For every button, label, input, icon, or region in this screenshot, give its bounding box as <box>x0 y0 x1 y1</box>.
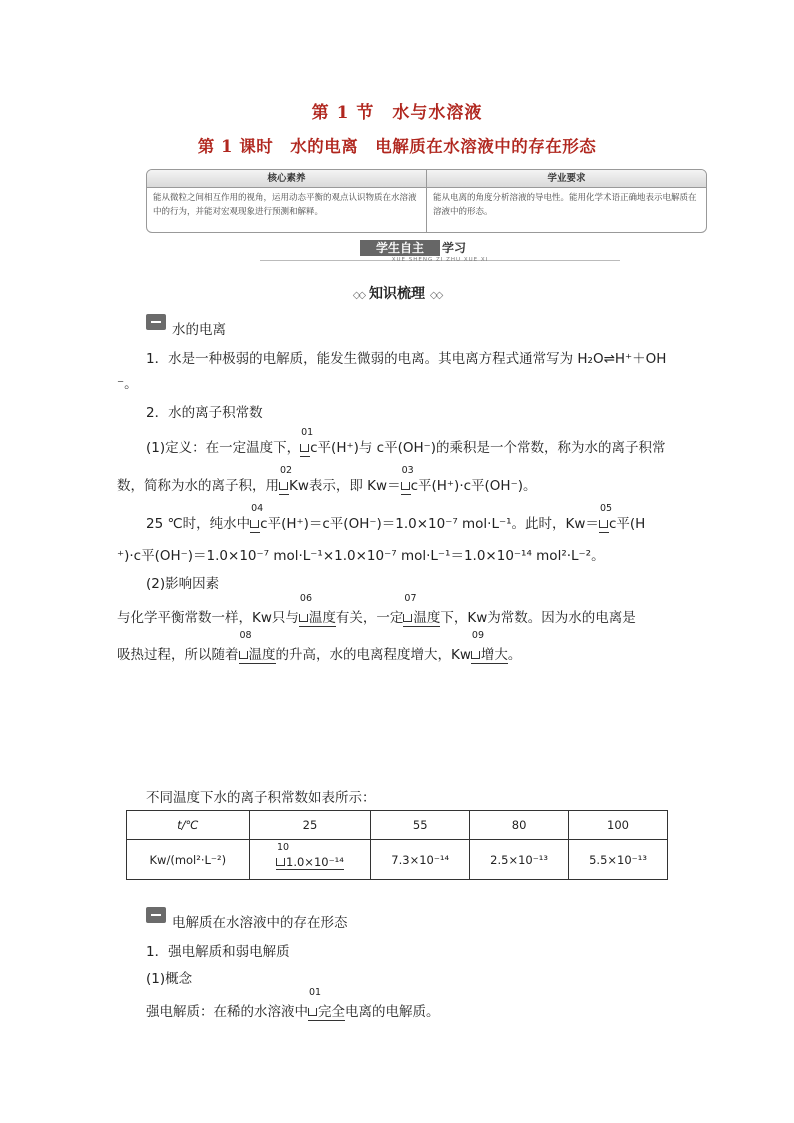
learning-goals-box <box>146 169 707 233</box>
answer-text: 温度 <box>308 610 336 626</box>
definition-line2 <box>117 465 537 495</box>
academic-requirement-header: 学业要求 <box>427 170 706 188</box>
blank-number: 04 <box>251 503 264 514</box>
blank-number: 02 <box>280 465 293 476</box>
part2-heading: 电解质在水溶液中的存在形态 <box>172 915 348 931</box>
banner-label: 学习 <box>442 241 467 255</box>
table-cell-answer <box>249 840 371 880</box>
answer-blank-01b <box>308 987 345 1021</box>
text-run: (1)定义：在一定温度下， <box>146 440 301 456</box>
table-header-cell: 100 <box>569 811 668 840</box>
answer-blank-01 <box>300 427 314 457</box>
answer-text: 完全 <box>318 1004 345 1020</box>
definition-line1 <box>146 427 666 457</box>
table-header-cell: 80 <box>470 811 569 840</box>
heading-marker-icon <box>146 314 166 330</box>
table-cell: 7.3×10⁻¹⁴ <box>371 840 470 880</box>
blank-number: 09 <box>471 630 484 641</box>
text-run: 25 ℃时，纯水中 <box>146 516 251 532</box>
answer-blank-03 <box>401 465 414 495</box>
core-literacy-header: 核心素养 <box>147 170 426 188</box>
part2-para-2: (1)概念 <box>146 971 193 987</box>
text-run: 的升高，水的电离程度增大，Kw <box>275 647 471 663</box>
text-run: c平(H <box>608 516 646 532</box>
lesson-title: 第 1 课时 水的电离 电解质在水溶液中的存在形态 <box>197 137 597 156</box>
section-title: 第 1 节 水与水溶液 <box>311 103 483 123</box>
core-literacy-text: 能从微粒之间相互作用的视角，运用动态平衡的观点认识物质在水溶液中的行为，并能对宏观现象进行预测和解释。 <box>153 193 417 217</box>
table-header-cell: 25 <box>249 811 371 840</box>
blank-number: 08 <box>239 630 252 641</box>
pure-water-line1 <box>146 503 646 533</box>
text-run: 吸热过程，所以随着 <box>117 647 239 663</box>
answer-blank-07 <box>403 593 441 627</box>
answer-text: 1.0×10⁻¹⁴ <box>286 855 344 869</box>
pure-water-line2: ⁺)·c平(OH⁻)＝1.0×10⁻⁷ mol·L⁻¹×1.0×10⁻⁷ mol·L⁻¹＝1.0×10⁻¹⁴ mol²·L⁻²。 <box>117 548 605 564</box>
part1-heading: 水的电离 <box>172 322 226 338</box>
text-run: 下，Kw为常数。因为水的电离是 <box>440 610 636 626</box>
text-run: 。 <box>507 647 522 663</box>
academic-requirement-text: 能从电离的角度分析溶液的导电性。能用化学术语正确地表示电解质在溶液中的形态。 <box>433 193 697 217</box>
blank-number: 05 <box>599 503 613 514</box>
para-1-cont: ⁻。 <box>117 376 138 392</box>
para-1: 1．水是一种极弱的电解质，能发生微弱的电离。其电离方程式通常写为 H₂O⇌H⁺＋OH <box>146 351 667 367</box>
table-cell: Kw/(mol²·L⁻²) <box>127 840 250 880</box>
blank-number: 03 <box>401 465 414 476</box>
text-run: Kw表示，即 Kw＝ <box>289 478 401 494</box>
part2-para-1: 1．强电解质和弱电解质 <box>146 944 290 960</box>
text-run: 数，简称为水的离子积，用 <box>117 478 279 494</box>
table-intro: 不同温度下水的离子积常数如表所示： <box>146 790 376 806</box>
blank-number: 10 <box>277 842 290 853</box>
answer-blank-08 <box>239 630 276 664</box>
self-study-banner <box>260 238 620 264</box>
banner-pinyin: XUE SHENG ZI ZHU XUE XI <box>391 257 489 263</box>
answer-blank-04 <box>250 503 264 533</box>
banner-box-label: 学生自主 <box>360 240 440 256</box>
text-run: 强电解质：在稀的水溶液中 <box>146 1004 308 1020</box>
left-ornament-icon: ◇◇ <box>352 290 365 301</box>
text-run: c平(H⁺)＝c平(OH⁻)＝1.0×10⁻⁷ mol·L⁻¹。此时，Kw＝ <box>260 516 599 532</box>
part2-para-3 <box>146 987 440 1021</box>
ion-product-table <box>126 810 668 880</box>
influence-factor: (2)影响因素 <box>146 576 220 592</box>
table-cell: 2.5×10⁻¹³ <box>470 840 569 880</box>
text-run: 与化学平衡常数一样，Kw只与 <box>117 610 299 626</box>
answer-blank-06 <box>299 593 336 627</box>
answer-text: 增大 <box>480 647 508 663</box>
academic-requirement-column <box>427 170 706 232</box>
answer-blank-02 <box>279 465 293 495</box>
text-run: c平(H⁺)与 c平(OH⁻)的乘积是一个常数，称为水的离子积常 <box>310 440 666 456</box>
answer-blank-10 <box>276 842 344 870</box>
knowledge-heading <box>0 283 794 303</box>
table-header-row <box>127 811 668 840</box>
core-literacy-column <box>147 170 427 232</box>
table-row <box>127 840 668 880</box>
text-run: c平(H⁺)·c平(OH⁻)。 <box>410 478 537 494</box>
text-run: 电离的电解质。 <box>345 1004 440 1020</box>
right-ornament-icon: ◇◇ <box>429 290 442 301</box>
blank-number: 01 <box>309 987 322 998</box>
text-run: 有关，一定 <box>335 610 404 626</box>
table-cell: 5.5×10⁻¹³ <box>569 840 668 880</box>
answer-text: 温度 <box>248 647 276 663</box>
para-2: 2．水的离子积常数 <box>146 405 263 421</box>
table-header-cell: t/℃ <box>127 811 250 840</box>
table-header-cell: 55 <box>371 811 470 840</box>
answer-text: 温度 <box>413 610 441 626</box>
factor-line2 <box>117 630 522 664</box>
knowledge-heading-text: 知识梳理 <box>369 286 425 302</box>
blank-number: 01 <box>301 427 314 438</box>
blank-number: 06 <box>299 593 312 604</box>
heading-marker-icon <box>146 907 166 923</box>
answer-blank-05 <box>599 503 613 533</box>
factor-line1 <box>117 593 636 627</box>
blank-number: 07 <box>404 593 417 604</box>
answer-blank-09 <box>471 630 508 664</box>
